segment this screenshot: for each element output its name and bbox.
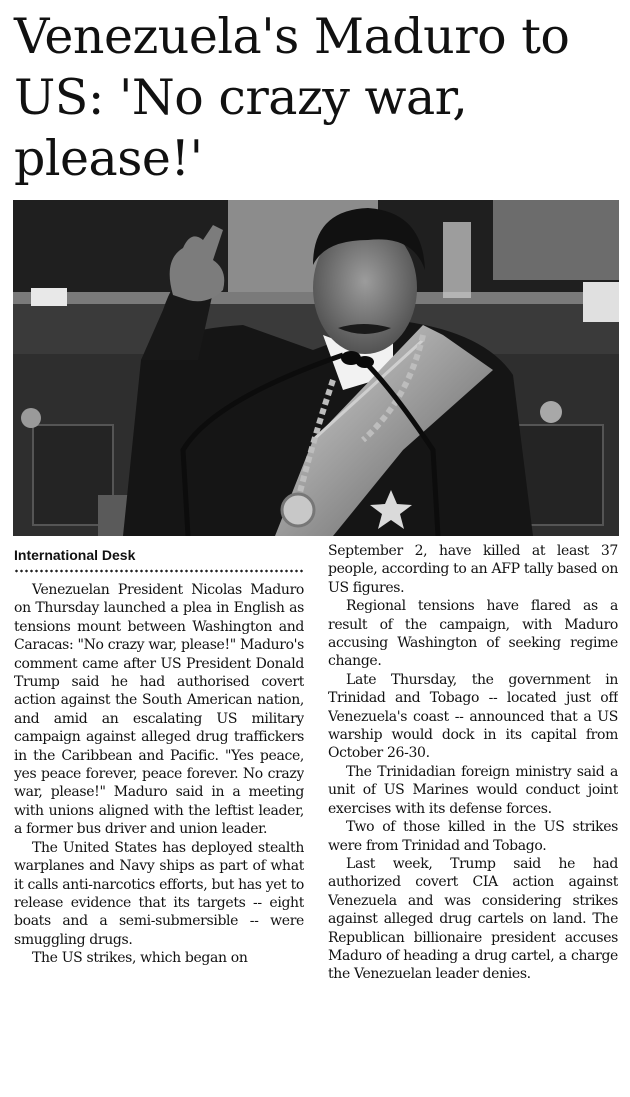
headline: Venezuela's Maduro to US: 'No crazy war, please!' [14, 8, 570, 187]
dotted-rule [14, 569, 304, 573]
paragraph: Venezuelan President Nicolas Maduro on Thursday launched a plea in English as tensions mount between Washington and Caracas: "No crazy war, please!" Maduro's comment came after US President Donald Trump said he had authorised covert action against the South American nation, and amid an escalating US military campaign against alleged drug traffickers in the Caribbean and Pacific. "Yes peace, yes peace forever, peace forever. No crazy war, please!" Maduro said in a meeting with unions aligned with the leftist leader, a former bus driver and union leader. [14, 582, 304, 838]
paragraph: Late Thursday, the government in Trinidad and Tobago -- located just off Venezuela's coast -- announced that a US warship would dock in its capital from October 26-30. [328, 671, 618, 762]
paragraph: The Trinidadian foreign ministry said a unit of US Marines would conduct joint exercises with its defense forces. [328, 763, 618, 817]
article-body [14, 542, 618, 1092]
paragraph: Regional tensions have flared as a result of the campaign, with Maduro accusing Washington of seeking regime change. [328, 598, 618, 670]
paragraph: September 2, have killed at least 37 people, according to an AFP tally based on US figures. [328, 543, 618, 596]
paragraph: Two of those killed in the US strikes were from Trinidad and Tobago. [328, 819, 618, 854]
byline: International Desk [14, 547, 136, 563]
article-column-right [328, 542, 618, 1092]
article-column-left [14, 542, 304, 1092]
paragraph: The US strikes, which began on [32, 950, 248, 967]
paragraph: The United States has deployed stealth warplanes and Navy ships as part of what it calls anti-narcotics efforts, but has yet to release evidence that its targets -- eight boats and a semi-submersible -- were smuggling drugs. [14, 839, 304, 948]
news-photo [13, 200, 619, 536]
paragraph: Last week, Trump said he had authorized covert CIA action against Venezuela and was considering strikes against alleged drug cartels on land. The Republican billionaire president accuses Maduro of heading a drug cartel, a charge the Venezuelan leader denies. [328, 855, 618, 983]
